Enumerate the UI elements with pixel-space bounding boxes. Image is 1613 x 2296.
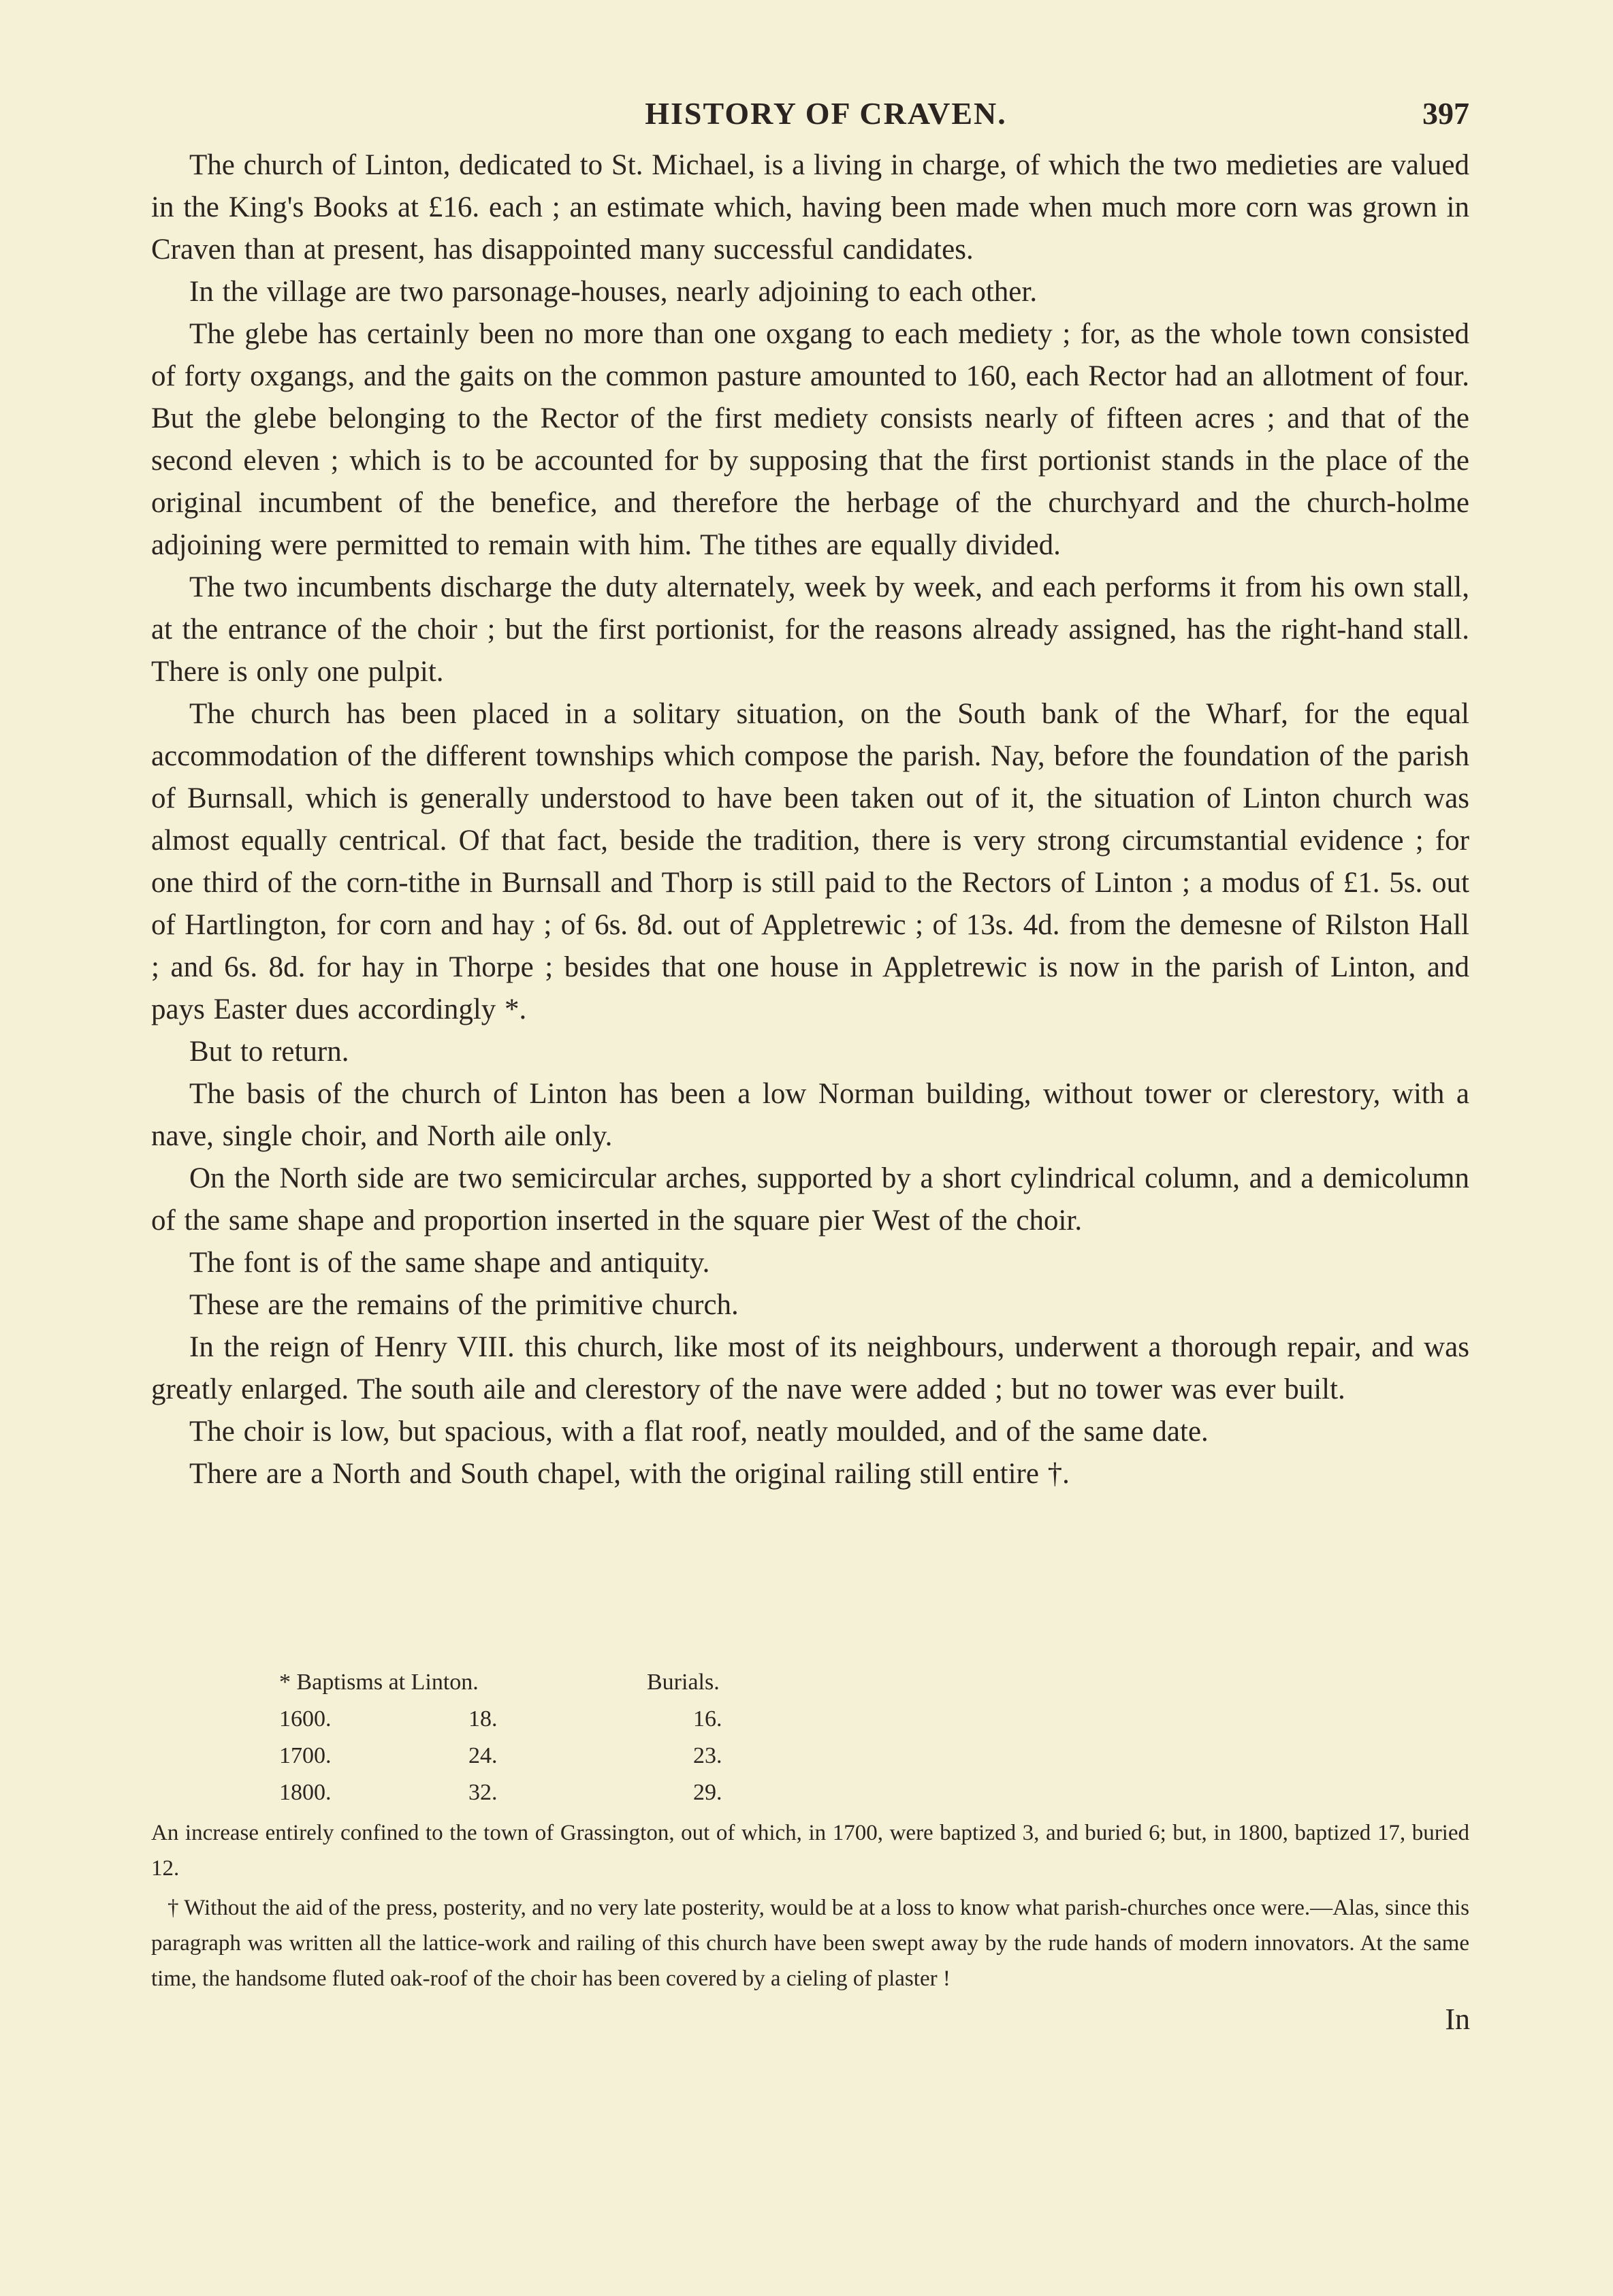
paragraph: The font is of the same shape and antiquity.	[189, 1247, 710, 1279]
table-cell-burials: 16.	[693, 1706, 722, 1732]
table-cell-baptisms: 32.	[468, 1780, 498, 1805]
table-row	[279, 1738, 1469, 1774]
paragraph: In the reign of Henry VIII. this church, like most of its neighbours, underwent a thorough repair, and was greatly enlarged. The south aile and clerestory of the nave were added ; but no tower was ever built.	[151, 1331, 1469, 1405]
paragraph: There are a North and South chapel, with the original railing still entire †.	[189, 1458, 1070, 1490]
page-header	[182, 95, 1469, 136]
baptisms-burials-table	[279, 1664, 1469, 1811]
table-cell-burials: 23.	[693, 1743, 722, 1768]
table-cell-burials: 29.	[693, 1780, 722, 1805]
table-cell-baptisms: 24.	[468, 1743, 498, 1768]
burials-header: Burials.	[647, 1670, 720, 1695]
paragraph: But to return.	[189, 1036, 349, 1068]
table-row	[279, 1701, 1469, 1738]
paragraph: On the North side are two semicircular arches, supported by a short cylindrical column, and a demicolumn of the same shape and proportion inserted in the square pier West of the choir.	[151, 1162, 1469, 1237]
paragraph: The glebe has certainly been no more than one oxgang to each mediety ; for, as the whole town consisted of forty oxgangs, and the gaits on the common pasture amounted to 160, each Rector had an allotment of four. But the glebe belonging to the Rector of the first mediety consists nearly of fifteen acres ; and that of the second eleven ; which is to be accounted for by supposing that the first portionist stands in the place of the original incumbent of the benefice, and therefore the herbage of the churchyard and the church-holme adjoining were permitted to remain with him. The tithes are equally divided.	[151, 318, 1469, 561]
footnote-dagger: † Without the aid of the press, posterity, and no very late posterity, would be at a loss to know what parish-churches once were.—Alas, since this paragraph was written all the lattice-work and railing of this church have been swept away by the rude hands of modern innovators. At the same time, the handsome fluted oak-roof of the choir has been covered by a cieling of plaster !	[151, 1896, 1469, 1991]
catchword: In	[1445, 2003, 1470, 2036]
paragraph: The church of Linton, dedicated to St. Michael, is a living in charge, of which the two medieties are valued in the King's Books at £16. each ; an estimate which, having been made when much more corn was grown in Craven than at present, has disappointed many successful candidates.	[151, 149, 1469, 266]
table-cell-baptisms: 18.	[468, 1706, 498, 1732]
paragraph: In the village are two parsonage-houses, nearly adjoining to each other.	[189, 276, 1038, 308]
table-header-row	[279, 1664, 1469, 1701]
running-title: HISTORY OF CRAVEN.	[645, 96, 1007, 131]
table-cell-year: 1800.	[279, 1780, 332, 1805]
paragraph: These are the remains of the primitive church.	[189, 1289, 739, 1321]
footnotes	[151, 1664, 1469, 1996]
footnote-star: An increase entirely confined to the town of Grassington, out of which, in 1700, were baptized 3, and buried 6; but, in 1800, baptized 17, buried 12.	[151, 1821, 1469, 1881]
baptisms-header: * Baptisms at Linton.	[279, 1670, 479, 1695]
paragraph: The church has been placed in a solitary situation, on the South bank of the Wharf, for the equal accommodation of the different townships which compose the parish. Nay, before the foundation of the parish of Burnsall, which is generally understood to have been taken out of it, the situation of Linton church was almost equally centrical. Of that fact, beside the tradition, there is very strong circumstantial evidence ; for one third of the corn-tithe in Burnsall and Thorp is still paid to the Rectors of Linton ; a modus of £1. 5s. out of Hartlington, for corn and hay ; of 6s. 8d. out of Appletrewic ; of 13s. 4d. from the demesne of Rilston Hall ; and 6s. 8d. for hay in Thorpe ; besides that one house in Appletrewic is now in the parish of Linton, and pays Easter dues accordingly *.	[151, 698, 1469, 1025]
paragraph: The basis of the church of Linton has been a low Norman building, without tower or clerestory, with a nave, single choir, and North aile only.	[151, 1078, 1469, 1152]
paragraph: The two incumbents discharge the duty alternately, week by week, and each performs it from his own stall, at the entrance of the choir ; but the first portionist, for the reasons already assigned, has the right-hand stall. There is only one pulpit.	[151, 571, 1469, 688]
page-number: 397	[1422, 96, 1469, 131]
table-row	[279, 1774, 1469, 1811]
table-cell-year: 1700.	[279, 1743, 332, 1768]
table-cell-year: 1600.	[279, 1706, 332, 1732]
main-text	[151, 144, 1469, 1495]
paragraph: The choir is low, but spacious, with a flat roof, neatly moulded, and of the same date.	[189, 1416, 1209, 1448]
